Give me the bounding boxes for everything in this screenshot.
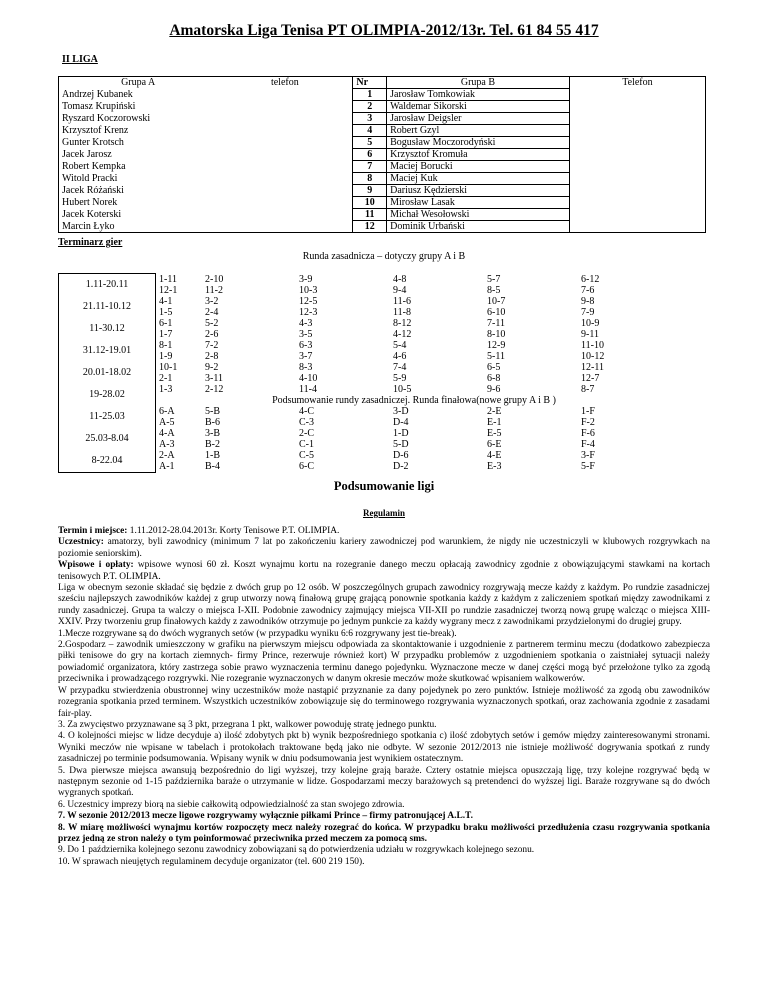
match-cell: 10-3 — [299, 284, 318, 296]
group-a-player: Jacek Jarosz — [59, 149, 218, 161]
match-cell: 10-7 — [487, 295, 506, 307]
match-cell: A-1 — [159, 461, 175, 473]
match-cell: E-5 — [487, 428, 502, 440]
round-subtitle: Runda zasadnicza – dotyczy grupy A i B — [302, 251, 466, 262]
rule-label: 8. W miarę możliwości wynajmu kortów rozpoczęty mecz należy rozegrać do końca. W przypadku braku możliwości przedłużenia czasu rozgrywania spotkania przez jedną ze stron należy o tym poinformować przeciwnika przed meczem za pomocą sms. — [58, 822, 710, 844]
match-cell: 4-A — [159, 428, 175, 440]
match-cell: 2-4 — [205, 306, 219, 318]
groups-table — [58, 76, 706, 233]
match-cell: 10-5 — [393, 383, 412, 395]
match-cell: 6-12 — [581, 273, 600, 285]
match-cell: 9-8 — [581, 295, 595, 307]
phone-b-cell — [569, 137, 705, 149]
player-number: 11 — [353, 209, 387, 221]
match-cell: 1-F — [581, 406, 595, 418]
match-cell: 2-6 — [205, 328, 219, 340]
date-range: 25.03-8.04 — [85, 433, 129, 444]
match-cell: 11-2 — [205, 284, 223, 296]
match-cell: D-2 — [393, 461, 409, 473]
phone-b-cell — [569, 221, 705, 233]
match-cell: 7-2 — [205, 339, 219, 351]
group-row — [59, 89, 706, 101]
group-b-player: Dominik Urbański — [387, 221, 570, 233]
player-number: 8 — [353, 173, 387, 185]
group-row — [59, 101, 706, 113]
rule-paragraph — [58, 823, 710, 846]
match-cell: 4-10 — [299, 372, 318, 384]
player-number: 4 — [353, 125, 387, 137]
phone-a-cell — [217, 197, 353, 209]
date-ranges — [59, 274, 156, 473]
schedule-table — [58, 273, 672, 473]
rule-label: Uczestnicy: — [58, 537, 104, 548]
match-cell: F-6 — [581, 428, 595, 440]
match-cell: 1-5 — [159, 306, 173, 318]
rules-heading: Regulamin — [362, 508, 405, 518]
match-cell: F-2 — [581, 417, 595, 429]
match-cell: 5-11 — [487, 350, 505, 362]
match-cell: C-3 — [299, 417, 314, 429]
match-cell: C-1 — [299, 439, 314, 451]
match-cell: 3-11 — [205, 372, 223, 384]
match-cell: 1-B — [205, 450, 220, 462]
date-range: 19-28.02 — [89, 389, 125, 400]
match-cell: B-2 — [205, 439, 220, 451]
phone-a-cell — [217, 125, 353, 137]
match-cell: 12-5 — [299, 295, 318, 307]
nr-header: Nr — [353, 77, 387, 89]
date-range: 1.11-20.11 — [85, 279, 129, 290]
match-cell: E-3 — [487, 461, 502, 473]
match-cell: 9-2 — [205, 361, 219, 373]
match-cell: 10-12 — [581, 350, 605, 362]
match-cell: 12-1 — [159, 284, 178, 296]
phone-b-cell — [569, 197, 705, 209]
rule-text: 1.11.2012-28.04.2013r. Korty Tenisowe P.T. OLIMPIA. — [127, 526, 340, 536]
match-cell: F-4 — [581, 439, 595, 451]
match-cell: 10-9 — [581, 317, 600, 329]
player-number: 7 — [353, 161, 387, 173]
match-cell: 5-F — [581, 461, 595, 473]
player-number: 6 — [353, 149, 387, 161]
group-a-player: Andrzej Kubanek — [59, 89, 218, 101]
phone-b-cell — [569, 173, 705, 185]
player-number: 3 — [353, 113, 387, 125]
summary-heading: Podsumowanie ligi — [333, 479, 435, 493]
date-range: 11-30.12 — [89, 323, 125, 334]
match-cell: 3-B — [205, 428, 220, 440]
group-row — [59, 137, 706, 149]
match-cell: 6-1 — [159, 317, 173, 329]
rule-paragraph — [58, 537, 710, 560]
match-cell: 2-C — [299, 428, 314, 440]
match-cell: 7-4 — [393, 361, 407, 373]
match-cell: 12-9 — [487, 339, 506, 351]
match-cell: 4-1 — [159, 295, 173, 307]
phone-b-cell — [569, 89, 705, 101]
rule-paragraph — [58, 583, 710, 629]
group-b-player: Waldemar Sikorski — [387, 101, 570, 113]
match-cell: 6-3 — [299, 339, 313, 351]
phone-b-cell — [569, 149, 705, 161]
rule-text: 2.Gospodarz – zawodnik umieszczony w grafiku na pierwszym miejscu odpowiada za skontaktowanie i uzgodnienie z partnerem terminu meczu (dodatkowo zabezpiecza piłki tenisowe do gry na kortach ziemnych- firmy Prince, rezerwuje również kort) W przypadku problemów z uzgodnieniem spotkania o zaistniałej sytuacji należy powiadomić organizatora, który zastrzega sobie prawo wyznaczenia terminu danego pojedynku. Wyznaczone mecze w danej części mogą być przełożone tylko za zgodą przeciwnika i prowadzącego rozgrywki. Nie rozegranie wyznaczonych w danym okresie meczów może skutkować wpisaniem walkowerów. — [58, 640, 710, 685]
match-cell: 7-11 — [487, 317, 505, 329]
rule-paragraph — [58, 720, 710, 731]
rule-label: Wpisowe i opłaty: — [58, 560, 134, 571]
match-cell: 2-1 — [159, 372, 173, 384]
match-cell: 4-6 — [393, 350, 407, 362]
rule-text: wpisowe wynosi 60 zł. Koszt wynajmu kortu na rozegranie danego meczu opłacają zawodnicy zgodnie z obowiązującymi stawkami na kortach tenisowych P.T. OLIMPIA. — [58, 560, 710, 582]
group-b-player: Bogusław Moczorodyński — [387, 137, 570, 149]
group-b-player: Krzysztof Kromuła — [387, 149, 570, 161]
match-cell: 5-9 — [393, 372, 407, 384]
rule-text: Liga w obecnym sezonie składać się będzie z dwóch grup po 12 osób. W poszczególnych grupach zawodnicy rozgrywają mecze każdy z każdym. Po rundzie zasadniczej sześciu najlepszych zawodników każdej z grup utworzy nową finałową grupę grającą ponownie spotkania każdy z każdym z zaliczeniem spotkań między zawodnikami z rundy zasadniczej. Grupa ta walczy o miejsca I-XII. Podobnie zawodnicy zajmujący miejsca VII-XII po rundzie zasadniczej tworzą nową grupę walcząc o miejsca XIII-XXIV. Przy tworzeniu grup finałowych każdy z zawodników otrzymuje po jednym punkcie za każdy wygrany mecz z zawodnikami przydzielonymi do drugiej grupy. — [58, 583, 710, 628]
rule-text: 9. Do 1 października kolejnego sezonu zawodnicy zobowiązani są do potwierdzenia udziału w rozgrywkach kolejnego sezonu. — [58, 845, 535, 856]
rule-paragraph — [58, 766, 710, 800]
group-row — [59, 185, 706, 197]
player-number: 5 — [353, 137, 387, 149]
rule-paragraph — [58, 526, 710, 537]
rule-text: 1.Mecze rozgrywane są do dwóch wygranych setów (w przypadku wyniku 6:6 rozgrywany jest tie-break). — [58, 628, 457, 639]
match-cell: 7-6 — [581, 284, 595, 296]
match-cell: 5-B — [205, 406, 220, 418]
phone-a-cell — [217, 185, 353, 197]
rule-text: 10. W sprawach nieujętych regulaminem decyduje organizator (tel. 600 219 150). — [58, 856, 365, 867]
rule-label: Termin i miejsce: — [58, 526, 128, 536]
group-b-player: Dariusz Kędzierski — [387, 185, 570, 197]
match-cell: 6-10 — [487, 306, 506, 318]
match-cell: 1-3 — [159, 383, 173, 395]
phone-b-header: Telefon — [569, 77, 705, 89]
group-a-player: Jacek Koterski — [59, 209, 218, 221]
phone-b-cell — [569, 185, 705, 197]
date-range: 31.12-19.01 — [82, 345, 132, 356]
match-cell: E-1 — [487, 417, 502, 429]
match-cell: 2-8 — [205, 350, 219, 362]
date-range: 21.11-10.12 — [83, 301, 131, 312]
match-cell: 11-4 — [299, 383, 317, 395]
group-b-player: Robert Gzyl — [387, 125, 570, 137]
match-cell: 8-10 — [487, 328, 506, 340]
match-cell: 12-7 — [581, 372, 600, 384]
phone-b-cell — [569, 209, 705, 221]
rule-text: 3. Za zwycięstwo przyznawane są 3 pkt, przegrana 1 pkt, walkower powoduję stratę jednego punktu. — [58, 719, 437, 730]
player-number: 2 — [353, 101, 387, 113]
match-cell: 2-A — [159, 450, 175, 462]
match-cell: C-5 — [299, 450, 314, 462]
group-b-player: Mirosław Lasak — [387, 197, 570, 209]
match-cell: 11-10 — [581, 339, 604, 351]
phone-b-cell — [569, 101, 705, 113]
league-label: II LIGA — [62, 54, 98, 65]
page-title: Amatorska Liga Tenisa PT OLIMPIA-2012/13r. Tel. 61 84 55 417 — [169, 22, 599, 39]
match-cell: 2-10 — [205, 273, 224, 285]
phone-a-cell — [217, 173, 353, 185]
group-b-header: Grupa B — [387, 77, 570, 89]
match-cell: 5-2 — [205, 317, 219, 329]
phone-a-cell — [217, 149, 353, 161]
match-cell: 9-11 — [581, 328, 599, 340]
date-range: 11-25.03 — [89, 411, 125, 422]
match-cell: 9-4 — [393, 284, 407, 296]
match-cell: 8-5 — [487, 284, 501, 296]
group-row — [59, 161, 706, 173]
match-cell: 9-6 — [487, 383, 501, 395]
rule-text: 6. Uczestnicy imprezy biorą na siebie całkowitą odpowiedzialność za stan swojego zdrowia. — [58, 799, 405, 810]
match-cell: 8-3 — [299, 361, 313, 373]
rule-paragraph — [58, 560, 710, 583]
rule-text: W przypadku stwierdzenia obustronnej winy uczestników może nastąpić przyznanie za dany pojedynek po zero punktów. Istnieje możliwość za zgodą obu zawodników rozegrania spotkania przed terminem. Wszystkich uczestników zobowiązuje się do terminowego rozgrywania wyznaczonych spotkań, oraz zachowania zgodnie z zasadami fair-play. — [58, 685, 710, 719]
group-b-player: Jarosław Tomkowiak — [387, 89, 570, 101]
rule-text: 5. Dwa pierwsze miejsca awansują bezpośrednio do ligi wyższej, trzy kolejne grają baraże. Cztery ostatnie miejsca opuszczają ligę, trzy kolejne rozgrywać będą w następnym sezonie od 1-15 października baraże o utrzymanie w lidze. Gospodarzami meczy barażowych są pretendenci do wyższej ligi. Baraże rozgrywane są do dwóch wygranych spotkań. — [58, 765, 710, 799]
group-row — [59, 125, 706, 137]
match-cell: 5-4 — [393, 339, 407, 351]
match-cell: 11-6 — [393, 295, 411, 307]
match-cell: 3-9 — [299, 273, 313, 285]
summary-row: Podsumowanie rundy zasadniczej. Runda finałowa(nowe grupy A i B ) — [272, 395, 556, 407]
group-a-player: Gunter Krotsch — [59, 137, 218, 149]
rule-label: 7. W sezonie 2012/2013 mecze ligowe rozgrywamy wyłącznie piłkami Prince – firmy patronującej A.L.T. — [58, 811, 473, 822]
group-a-player: Tomasz Krupiński — [59, 101, 218, 113]
match-cell: 4-8 — [393, 273, 407, 285]
player-number: 9 — [353, 185, 387, 197]
group-row — [59, 209, 706, 221]
phone-a-cell — [217, 113, 353, 125]
player-number: 12 — [353, 221, 387, 233]
match-cell: 7-9 — [581, 306, 595, 318]
match-cell: 3-2 — [205, 295, 219, 307]
rule-text: 4. O kolejności miejsc w lidze decyduje a) ilość zdobytych pkt b) wynik bezpośredniego spotkania c) ilość zdobytych setów i gemów między zainteresowanymi stronami. Wyniki meczów nie wpisane w tabelach i protokołach traktowane będą jako nie odbyte. W sezonie 2012/2013 nie istnieje możliwość dogrywania spotkań z rundy zasadniczej po terminie podsumowania. Wpisany wynik w dniu podsumowania jest wynikiem ostatecznym. — [58, 731, 710, 765]
rule-text: amatorzy, byli zawodnicy (minimum 7 lat po zakończeniu kariery zawodniczej pod warunkiem, że nigdy nie uczestniczyli w klubowych rozgrywkach na poziomie seniorskim). — [58, 537, 710, 559]
schedule-row — [59, 274, 673, 285]
match-cell: B-6 — [205, 417, 220, 429]
group-row — [59, 173, 706, 185]
group-b-player: Maciej Kuk — [387, 173, 570, 185]
phone-b-cell — [569, 113, 705, 125]
rule-paragraph — [58, 857, 710, 868]
rule-paragraph — [58, 686, 710, 720]
match-cell: 6-C — [299, 461, 314, 473]
group-a-header: Grupa A — [59, 77, 218, 89]
match-cell: 6-E — [487, 439, 502, 451]
schedule-heading: Terminarz gier — [58, 237, 123, 248]
match-cell: 2-12 — [205, 383, 224, 395]
match-cell: 4-3 — [299, 317, 313, 329]
match-cell: 3-F — [581, 450, 595, 462]
group-a-player: Krzysztof Krenz — [59, 125, 218, 137]
rule-paragraph — [58, 845, 710, 856]
match-cell: 6-8 — [487, 372, 501, 384]
phone-a-cell — [217, 89, 353, 101]
date-range: 20.01-18.02 — [82, 367, 132, 378]
match-cell: 6-A — [159, 406, 175, 418]
group-b-player: Jarosław Deigsler — [387, 113, 570, 125]
match-cell: B-4 — [205, 461, 220, 473]
rule-paragraph — [58, 731, 710, 765]
match-cell: 3-5 — [299, 328, 313, 340]
group-a-player: Robert Kempka — [59, 161, 218, 173]
phone-a-cell — [217, 221, 353, 233]
match-cell: D-4 — [393, 417, 409, 429]
match-cell: 1-9 — [159, 350, 173, 362]
match-cell: 6-5 — [487, 361, 501, 373]
match-cell: 8-1 — [159, 339, 173, 351]
match-cell: 3-7 — [299, 350, 313, 362]
phone-a-cell — [217, 101, 353, 113]
match-cell: 3-D — [393, 406, 409, 418]
rules-text — [58, 526, 710, 868]
match-cell: 1-D — [393, 428, 409, 440]
phone-a-cell — [217, 161, 353, 173]
group-b-player: Maciej Borucki — [387, 161, 570, 173]
match-cell: 11-8 — [393, 306, 411, 318]
match-cell: 12-3 — [299, 306, 318, 318]
match-cell: 1-11 — [159, 273, 177, 285]
group-row — [59, 149, 706, 161]
group-a-player: Jacek Różański — [59, 185, 218, 197]
phone-a-cell — [217, 209, 353, 221]
match-cell: A-3 — [159, 439, 175, 451]
match-cell: 4-E — [487, 450, 502, 462]
match-cell: 2-E — [487, 406, 502, 418]
match-cell: 10-1 — [159, 361, 178, 373]
phone-a-header: telefon — [217, 77, 353, 89]
rule-paragraph — [58, 811, 710, 822]
match-cell: D-6 — [393, 450, 409, 462]
group-a-player: Witold Pracki — [59, 173, 218, 185]
match-cell: 8-7 — [581, 383, 595, 395]
rule-paragraph — [58, 629, 710, 640]
match-cell: 5-D — [393, 439, 409, 451]
match-cell: 5-7 — [487, 273, 501, 285]
phone-b-cell — [569, 161, 705, 173]
player-number: 1 — [353, 89, 387, 101]
match-cell: 8-12 — [393, 317, 412, 329]
match-cell: A-5 — [159, 417, 175, 429]
rule-paragraph — [58, 640, 710, 686]
match-cell: 1-7 — [159, 328, 173, 340]
group-row — [59, 197, 706, 209]
group-row — [59, 221, 706, 233]
phone-a-cell — [217, 137, 353, 149]
rule-paragraph — [58, 800, 710, 811]
group-a-player: Hubert Norek — [59, 197, 218, 209]
player-number: 10 — [353, 197, 387, 209]
group-a-player: Ryszard Koczorowski — [59, 113, 218, 125]
match-cell: 12-11 — [581, 361, 604, 373]
group-row — [59, 113, 706, 125]
group-a-player: Marcin Łyko — [59, 221, 218, 233]
match-cell: 4-C — [299, 406, 314, 418]
group-b-player: Michał Wesołowski — [387, 209, 570, 221]
phone-b-cell — [569, 125, 705, 137]
match-cell: 4-12 — [393, 328, 412, 340]
date-range: 8-22.04 — [91, 455, 123, 466]
